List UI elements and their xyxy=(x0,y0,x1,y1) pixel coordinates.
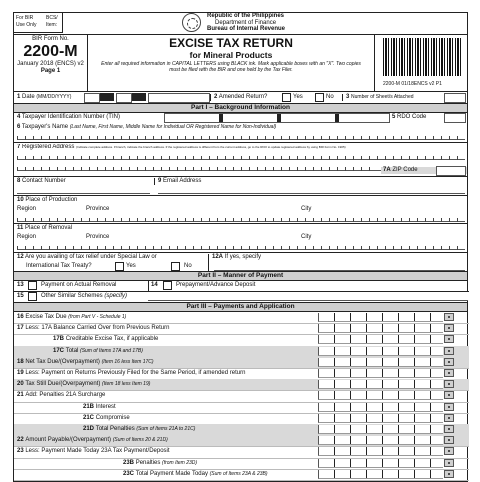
amended-no-checkbox[interactable] xyxy=(315,93,324,102)
row-label: Excise Tax Due xyxy=(25,314,69,320)
row-number: 21D xyxy=(83,426,96,432)
row-number: 23C xyxy=(123,470,136,477)
zip-number: 7A xyxy=(383,167,391,173)
production-province-label: Province xyxy=(86,206,110,212)
form-page: Page 1 xyxy=(40,68,61,74)
relief-number: 12 xyxy=(17,254,24,260)
address-label: Registered Address xyxy=(22,144,75,150)
row-label: Total xyxy=(65,347,81,354)
form-edition: January 2018 (ENCS) v2 xyxy=(17,61,84,67)
item15-specify-input[interactable] xyxy=(148,292,468,301)
date-separator-2 xyxy=(132,93,146,101)
row-label: Total Payment Made Today xyxy=(135,470,210,477)
amount-input[interactable] xyxy=(318,403,443,412)
tin-label: Taxpayer Identification Number (TIN) xyxy=(21,114,120,120)
decimal-input[interactable] xyxy=(444,447,454,455)
row-number: 21 xyxy=(17,392,26,399)
sheets-number: 3 xyxy=(346,94,350,100)
name-number: 6 xyxy=(17,124,21,130)
name-label: Taxpayer's Name xyxy=(21,124,69,130)
title-block xyxy=(88,34,374,91)
removal-city-label: City xyxy=(301,234,312,240)
decimal-input[interactable] xyxy=(444,380,454,388)
part3-title: Part III – Payments and Application xyxy=(14,302,467,312)
row-label: Net Tax Due/(Overpayment) xyxy=(25,358,102,365)
item13-checkbox[interactable] xyxy=(28,281,37,290)
name-hint: (Last Name, First Name, Middle Name for Individual OR Registered Name for Non-Individual) xyxy=(69,124,277,130)
amount-input[interactable] xyxy=(318,347,443,356)
row-label: Interest xyxy=(95,403,116,410)
decimal-point xyxy=(448,406,450,408)
republic-label: Republic of the Philippines xyxy=(207,13,285,19)
form-number-block xyxy=(14,34,88,91)
form-number: 2200-M xyxy=(23,43,78,60)
row-label: Penalties xyxy=(135,459,163,466)
row-number: 21C xyxy=(83,414,96,421)
item14-checkbox[interactable] xyxy=(163,281,172,290)
amount-input[interactable] xyxy=(318,436,443,445)
decimal-point xyxy=(448,462,450,464)
amount-input[interactable] xyxy=(318,324,443,333)
date-day-input[interactable] xyxy=(116,93,132,103)
production-number: 10 xyxy=(17,197,24,203)
form-instructions: Enter all required information in CAPITAL LETTERS using BLACK ink. Mark applicable boxes with an "X". Two copies must be filed with the BIR and one held by the Tax Filer. xyxy=(101,61,361,73)
barcode-block xyxy=(374,34,469,91)
row-label: Total Penalties xyxy=(95,426,137,432)
row-hint: (Sum of Items 20 & 21D) xyxy=(112,437,168,444)
rdo-label: RDO Code xyxy=(397,114,427,120)
part2-title: Part II – Manner of Payment xyxy=(14,271,467,281)
row-number: 20 xyxy=(17,381,26,388)
date-row xyxy=(14,91,469,103)
item15-number: 15 xyxy=(17,293,24,299)
tin-input[interactable] xyxy=(164,113,390,123)
decimal-point xyxy=(448,361,450,363)
date-label: Date xyxy=(22,94,35,100)
removal-province-label: Province xyxy=(86,234,110,240)
bir-seal-icon xyxy=(182,13,201,32)
relief-yes-label: Yes xyxy=(126,263,136,269)
amended-no-label: No xyxy=(326,94,334,100)
decimal-point xyxy=(448,350,450,352)
decimal-input[interactable] xyxy=(444,459,454,467)
decimal-point xyxy=(448,473,450,475)
rdo-input[interactable] xyxy=(444,113,466,123)
form-no-label: BIR Form No. xyxy=(32,36,69,42)
row-label: Compromise xyxy=(95,414,130,421)
row-number: 23B xyxy=(123,459,136,466)
decimal-input[interactable] xyxy=(444,391,454,399)
part3-row-23c xyxy=(14,469,469,481)
email-label: Email Address xyxy=(163,178,202,184)
decimal-point xyxy=(448,372,450,374)
amount-input[interactable] xyxy=(318,425,443,434)
use-only-label: Use Only xyxy=(16,22,37,28)
amount-input[interactable] xyxy=(318,358,443,367)
date-month-input[interactable] xyxy=(84,93,100,103)
amount-input[interactable] xyxy=(318,313,443,322)
address-hint: (Indicate complete address. If branch, indicate the branch address. If the registered address is different from the current address, go to the RDO to update registered address by using BIR Form No. 1905) xyxy=(76,145,346,149)
amount-input[interactable] xyxy=(318,335,443,344)
item-label: Item: xyxy=(46,22,58,28)
amended-number: 2 xyxy=(214,94,218,100)
row-hint: (Sum of Items 17A and 17B) xyxy=(80,347,143,354)
date-number: 1 xyxy=(17,94,21,100)
row-label: Amount Payable/(Overpayment) xyxy=(25,437,113,444)
decimal-point xyxy=(448,417,450,419)
production-label: Place of Production xyxy=(25,197,78,203)
row-number: 17C xyxy=(53,347,66,354)
row-hint: (Sum of Items 23A & 23B) xyxy=(209,470,268,477)
specify-label: If yes, specify xyxy=(224,254,262,260)
bureau-label: Bureau of Internal Revenue xyxy=(207,26,286,32)
amended-yes-checkbox[interactable] xyxy=(282,93,291,102)
date-separator xyxy=(100,93,114,101)
relief-yes-checkbox[interactable] xyxy=(115,262,124,271)
row-label: Less: Payment on Returns Previously Filed for the Same Period, if amended return xyxy=(25,370,246,376)
barcode-icon xyxy=(383,38,463,76)
form-title: EXCISE TAX RETURN xyxy=(169,36,293,50)
amount-input[interactable] xyxy=(318,459,443,468)
item15-hint: (specify) xyxy=(104,293,128,299)
contact-input[interactable] xyxy=(17,186,150,194)
row-hint: (from Item 23D) xyxy=(162,459,198,466)
decimal-input[interactable] xyxy=(444,335,454,343)
excise-tax-return-form xyxy=(13,12,468,482)
production-region-label: Region xyxy=(17,206,37,212)
specify-number: 12A xyxy=(212,254,224,260)
item13-number: 13 xyxy=(17,282,24,288)
item13-label: Payment on Actual Removal xyxy=(41,282,117,288)
rdo-number: 5 xyxy=(392,114,396,120)
sheets-input[interactable] xyxy=(444,93,466,103)
item15-checkbox[interactable] xyxy=(28,292,37,301)
row-number: 19 xyxy=(17,370,26,376)
row-label: Creditable Excise Tax, if applicable xyxy=(65,336,159,343)
decimal-input[interactable] xyxy=(444,470,454,478)
decimal-input[interactable] xyxy=(444,414,454,422)
part1-title: Part I – Background Information xyxy=(14,103,467,113)
department-label: Department of Finance xyxy=(215,20,277,26)
row-number: 16 xyxy=(17,314,26,320)
item15-label: Other Similar Schemes xyxy=(41,293,103,299)
date-hint: (MM/DD/YYYY) xyxy=(36,94,72,100)
decimal-point xyxy=(448,439,450,441)
row-number: 21B xyxy=(83,403,96,410)
amount-input[interactable] xyxy=(318,391,443,400)
contact-label: Contact Number xyxy=(22,178,66,184)
relief-specify-input[interactable] xyxy=(214,263,465,271)
contact-number: 8 xyxy=(17,178,21,184)
row-number: 17B xyxy=(53,336,66,343)
address-number: 7 xyxy=(17,144,21,150)
amount-input[interactable] xyxy=(318,369,443,378)
amount-input[interactable] xyxy=(318,470,443,479)
decimal-point xyxy=(448,338,450,340)
row-hint: (from Part V - Schedule 1) xyxy=(68,314,127,320)
amount-input[interactable] xyxy=(318,380,443,389)
decimal-input[interactable] xyxy=(444,425,454,433)
relief-label-1: Are you availing of tax relief under Special Law or xyxy=(25,254,157,260)
item14-number: 14 xyxy=(151,282,158,288)
decimal-point xyxy=(448,316,450,318)
row-hint: (Item 16 less Item 17C) xyxy=(101,358,154,365)
decimal-input[interactable] xyxy=(444,358,454,366)
zip-label: ZIP Code xyxy=(392,167,418,173)
decimal-point xyxy=(448,383,450,385)
for-bir-label: For BIR xyxy=(16,15,34,21)
production-city-label: City xyxy=(301,206,312,212)
amount-input[interactable] xyxy=(318,414,443,423)
item14-label: Prepayment/Advance Deposit xyxy=(176,282,256,288)
bcs-label: BCS/ xyxy=(46,15,58,21)
decimal-input[interactable] xyxy=(444,324,454,332)
decimal-input[interactable] xyxy=(444,403,454,411)
row-hint: (Sum of Items 21A to 21C) xyxy=(136,426,196,432)
date-year-input[interactable] xyxy=(148,93,210,103)
row-hint: (Item 18 less Item 19) xyxy=(102,381,151,388)
sheets-label: Number of Sheet/s Attached xyxy=(351,94,414,100)
amount-input[interactable] xyxy=(318,447,443,456)
tin-number: 4 xyxy=(17,114,21,120)
relief-no-checkbox[interactable] xyxy=(171,262,180,271)
decimal-input[interactable] xyxy=(444,347,454,355)
decimal-point xyxy=(448,450,450,452)
row-number: 17 xyxy=(17,325,26,332)
barcode-caption: 2200-M 01/18ENCS v2 P1 xyxy=(383,81,442,87)
email-input[interactable] xyxy=(158,186,465,194)
row-label: Add: Penalties 21A Surcharge xyxy=(25,392,106,399)
row-label: Less: 17A Balance Carried Over from Previous Return xyxy=(25,325,170,332)
decimal-point xyxy=(448,428,450,430)
removal-label: Place of Removal xyxy=(25,225,73,231)
decimal-input[interactable] xyxy=(444,436,454,444)
decimal-input[interactable] xyxy=(444,369,454,377)
row-number: 18 xyxy=(17,358,26,365)
decimal-point xyxy=(448,327,450,329)
row-label: Less: Payment Made Today 23A Tax Payment/Deposit xyxy=(25,448,170,455)
removal-region-label: Region xyxy=(17,234,37,240)
amended-yes-label: Yes xyxy=(293,94,303,100)
relief-label-2: International Tax Treaty? xyxy=(26,263,92,269)
relief-no-label: No xyxy=(184,263,192,269)
zip-input[interactable] xyxy=(436,166,466,176)
decimal-point xyxy=(448,394,450,396)
decimal-input[interactable] xyxy=(444,313,454,321)
form-subtitle: for Mineral Products xyxy=(189,50,273,60)
row-label: Tax Still Due/(Overpayment) xyxy=(25,381,103,388)
row-number: 23 xyxy=(17,448,26,455)
removal-number: 11 xyxy=(17,225,24,231)
row-number: 22 xyxy=(17,437,26,444)
email-number: 9 xyxy=(158,178,162,184)
amended-label: Amended Return? xyxy=(218,94,268,100)
bir-use-only-box xyxy=(14,13,63,33)
